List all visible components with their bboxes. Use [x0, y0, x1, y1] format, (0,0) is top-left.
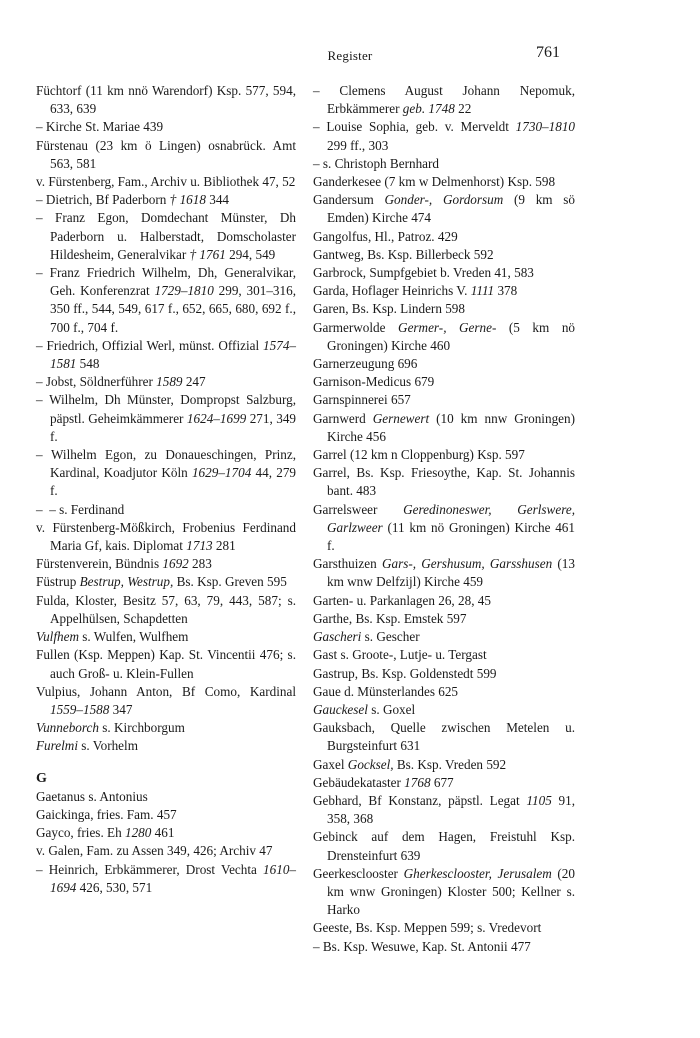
italic-text: geb. 1748 [402, 101, 455, 117]
entry-text: v. Fürstenberg, Fam., Archiv u. Bibliothek 47, 52 [36, 174, 296, 190]
italic-text: † 1761 [189, 246, 226, 262]
entry-text: Fulda, Kloster, Besitz 57, 63, 79, 443, 587; s. Appelhülsen, Schapdetten [36, 592, 296, 626]
italic-text: Gars-, Gershusum, Garsshusen [381, 556, 553, 572]
index-subentry [36, 209, 296, 264]
index-entry [313, 246, 575, 264]
index-entry [313, 919, 575, 937]
entry-text: Garten- u. Parkanlagen 26, 28, 45 [313, 592, 491, 608]
index-subentry [36, 446, 296, 501]
index-subentry [36, 118, 296, 136]
entry-text: Vulpius, Johann Anton, Bf Como, Kardinal [36, 683, 296, 699]
index-entry [313, 282, 575, 300]
entry-text: Garmerwolde [313, 319, 399, 335]
index-entry [36, 824, 296, 842]
index-subentry [313, 155, 575, 173]
entry-text: Bs. Ksp. Greven 595 [173, 574, 287, 590]
index-subentry [36, 337, 296, 373]
entry-text: (20 km wnw Groningen) Kloster 500; Kellner s. Harko [327, 865, 575, 918]
index-entry [313, 319, 575, 355]
italic-text: 1692 [162, 556, 189, 572]
index-entry [36, 646, 296, 682]
index-entry [313, 300, 575, 318]
italic-text: Gauckesel [313, 701, 368, 717]
entry-text: Gaue d. Münsterlandes 625 [313, 683, 459, 699]
entry-text: Garnwerd [313, 410, 373, 426]
index-subentry [313, 118, 575, 154]
index-entry [36, 173, 296, 191]
italic-text: Furelmi [36, 738, 78, 754]
entry-text: Garnison-Medicus 679 [313, 374, 435, 390]
entry-text: Garrelsweer [313, 501, 404, 517]
section-letter [36, 770, 296, 788]
index-entry [313, 501, 575, 556]
entry-text: Gebinck auf dem Hagen, Freistuhl Ksp. Drensteinfurt 639 [313, 829, 575, 863]
entry-text: Wilhelm, Dh Münster, Dompropst Salzburg, päpstl. Geheimkämmerer [49, 392, 297, 426]
italic-text: 1559–1588 [50, 701, 110, 717]
entry-text: Gastrup, Bs. Ksp. Goldenstedt 599 [313, 665, 497, 681]
index-entry [313, 701, 575, 719]
index-entry [36, 628, 296, 646]
italic-text: 1730–1810 [515, 119, 575, 135]
italic-text: Bestrup, Westrup, [79, 574, 174, 590]
index-entry [36, 137, 296, 173]
entry-text: Louise Sophia, geb. v. Merveldt [326, 119, 516, 135]
entry-text: Garbrock, Sumpfgebiet b. Vreden 41, 583 [313, 265, 534, 281]
index-entry [313, 828, 575, 864]
entry-text: Franz Egon, Domdechant Münster, Dh Paderborn u. Halberstadt, Domscholaster Hildesheim, Generalvikar [50, 210, 296, 262]
entry-text: Geeste, Bs. Ksp. Meppen 599; s. Vredevort [313, 920, 542, 936]
entry-text: 294, 549 [225, 246, 276, 262]
italic-text: Vunneborch [36, 720, 99, 736]
index-entry [313, 592, 575, 610]
entry-text: Geerkesclooster [313, 865, 404, 881]
entry-text: Garrel (12 km n Cloppenburg) Ksp. 597 [313, 447, 525, 463]
italic-text: 1280 [124, 825, 152, 841]
entry-text: s. Vorhelm [78, 738, 138, 754]
index-entry [36, 719, 296, 737]
entry-text: (9 km sö Emden) Kirche 474 [327, 192, 575, 226]
index-subentry [36, 373, 296, 391]
entry-text: 22 [454, 101, 472, 117]
index-entry [313, 610, 575, 628]
entry-text: s. Ferdinand [59, 501, 125, 517]
index-entry [313, 756, 575, 774]
index-subentry [36, 264, 296, 337]
index-entry [36, 592, 296, 628]
entry-text: v. Fürstenberg-Mößkirch, Frobenius Ferdinand Maria Gf, kais. Diplomat [36, 519, 296, 554]
entry-text: Gaxel [313, 756, 348, 772]
index-entry [313, 628, 575, 646]
entry-text: Gandersum [313, 192, 385, 208]
index-entry [313, 555, 575, 591]
index-entry [36, 519, 296, 555]
entry-text: Heinrich, Erbkämmerer, Drost Vechta [48, 861, 264, 877]
italic-text: 1610–1694 [50, 861, 297, 895]
entry-text: (5 km nö Groningen) Kirche 460 [327, 319, 576, 353]
entry-text: Gebhard, Bf Konstanz, päpstl. Legat [313, 792, 527, 808]
running-header: Register [327, 48, 373, 63]
italic-text: Gocksel, [347, 756, 394, 772]
index-entry [36, 573, 296, 591]
italic-text: Gascheri [313, 629, 362, 645]
italic-text: 1768 [404, 774, 431, 790]
entry-text: (10 km nnw Groningen) Kirche 456 [327, 410, 575, 444]
entry-text: Gantweg, Bs. Ksp. Billerbeck 592 [313, 246, 494, 262]
entry-text: Gaetanus s. Antonius [36, 788, 148, 804]
entry-text: 299 ff., 303 [327, 137, 389, 153]
entry-text: Franz Friedrich Wilhelm, Dh, Generalvikar, Geh. Konferenzrat [49, 265, 296, 299]
index-subentry [36, 391, 296, 446]
entry-text: Garrel, Bs. Ksp. Friesoythe, Kap. St. Johannis bant. 483 [313, 465, 575, 499]
entry-text: s. Wulfen, Wulfhem [78, 629, 189, 645]
index-entry [313, 391, 575, 409]
entry-text: 347 [109, 701, 133, 717]
entry-text: Gast s. Groote-, Lutje- u. Tergast [313, 647, 487, 663]
index-entry [313, 410, 575, 446]
entry-text: Gauksbach, Quelle zwischen Metelen u. Burgsteinfurt 631 [313, 720, 575, 754]
index-entry [313, 446, 575, 464]
italic-text: Gonder-, Gordorsum [384, 192, 504, 208]
index-entry [313, 373, 575, 391]
entry-text: 378 [494, 283, 518, 299]
index-subentry [36, 861, 296, 897]
entry-text: 283 [188, 556, 212, 572]
entry-text: Füstrup [36, 574, 80, 590]
italic-text: Gernewert [372, 410, 430, 426]
entry-text: Ganderkesee (7 km w Delmenhorst) Ksp. 598 [313, 174, 556, 190]
entry-text: Clemens August Johann Nepomuk, Erbkämmerer [327, 83, 575, 117]
entry-text: s. Christoph Bernhard [322, 155, 440, 171]
entry-text: 426, 530, 571 [76, 879, 153, 895]
entry-text: Garsthuizen [313, 556, 382, 572]
italic-text: 1624–1699 [186, 410, 247, 426]
entry-text: (13 km wnw Delfzijl) Kirche 459 [327, 556, 575, 590]
index-subentry [36, 191, 296, 209]
entry-text: 344 [205, 192, 230, 208]
entry-text: s. Goxel [367, 701, 416, 717]
entry-text: Gaickinga, fries. Fam. 457 [36, 806, 177, 822]
entry-text: Garda, Hoflager Heinrichs V. [313, 283, 471, 299]
index-subentry [313, 938, 575, 956]
entry-text: Fürstenau (23 km ö Lingen) osnabrück. Amt 563, 581 [36, 137, 296, 171]
entry-text: v. Galen, Fam. zu Assen 349, 426; Archiv 47 [36, 843, 273, 859]
italic-text: 1729–1810 [154, 283, 214, 299]
index-entry [36, 737, 296, 755]
entry-text: Wilhelm Egon, zu Donaueschingen, Prinz, Kardinal, Koadjutor Köln [50, 447, 297, 481]
index-entry [36, 683, 296, 719]
entry-text: (11 km nö Groningen) Kirche 461 f. [327, 519, 575, 554]
index-entry [36, 788, 296, 806]
index-entry [313, 665, 575, 683]
italic-text: 1589 [156, 374, 183, 390]
index-entry [313, 173, 575, 191]
index-entry [313, 191, 575, 227]
entry-text: G [36, 770, 47, 786]
entry-text: Gayco, fries. Eh [36, 825, 125, 841]
entry-text: Dietrich, Bf Paderborn [45, 192, 170, 208]
index-subentry [313, 82, 575, 118]
index-entry [313, 228, 575, 246]
italic-text: 1111 [470, 283, 495, 299]
index-entry [313, 792, 575, 828]
entry-text: 247 [182, 374, 206, 390]
italic-text: Geredinoneswer, Gerlswere, Garlzweer [327, 501, 576, 535]
entry-text: 461 [151, 825, 175, 841]
entry-text: Friedrich, Offizial Werl, münst. Offizial [46, 337, 264, 353]
italic-text: 1105 [526, 792, 552, 808]
index-entry [36, 806, 296, 824]
index-entry [313, 719, 575, 755]
entry-text: 677 [430, 774, 454, 790]
index-entry [313, 646, 575, 664]
index-entry [313, 865, 575, 920]
entry-text: Garnerzeugung 696 [313, 356, 418, 372]
entry-text: Fürstenverein, Bündnis [36, 556, 163, 572]
entry-text: Bs. Ksp. Vreden 592 [393, 756, 507, 772]
index-entry [313, 683, 575, 701]
italic-text: † 1618 [169, 192, 206, 208]
index-column-right [313, 82, 575, 956]
entry-text: Jobst, Söldnerführer [45, 374, 157, 390]
entry-text: Füchtorf (11 km nnö Warendorf) Ksp. 577, 594, 633, 639 [36, 83, 296, 117]
entry-text: 271, 349 f. [50, 410, 297, 444]
italic-text: Gherkesclooster, Jerusalem [403, 865, 552, 881]
entry-text: Garen, Bs. Ksp. Lindern 598 [313, 301, 465, 317]
entry-text: 44, 279 f. [50, 465, 297, 499]
entry-text: Garthe, Bs. Ksp. Emstek 597 [313, 610, 467, 626]
italic-text: 1574–1581 [50, 337, 296, 372]
index-entry [313, 464, 575, 500]
entry-text: 91, 358, 368 [327, 792, 575, 827]
index-entry [36, 842, 296, 860]
entry-text: s. Kirchborgum [99, 720, 185, 736]
italic-text: 1629–1704 [191, 465, 252, 481]
entry-text: Gebäudekataster [313, 774, 405, 790]
entry-text: Kirche St. Mariae 439 [45, 119, 164, 135]
entry-text: 281 [212, 538, 236, 554]
index-column-left [36, 82, 296, 897]
italic-text: 1713 [186, 538, 213, 554]
entry-text: Bs. Ksp. Wesuwe, Kap. St. Antonii 477 [322, 938, 531, 954]
index-entry [313, 355, 575, 373]
entry-text: 299, 301–316, 350 ff., 544, 549, 617 f., 652, 665, 680, 692 f., 700 f., 704 f. [50, 283, 297, 335]
italic-text: Germer-, Gerne- [398, 319, 497, 335]
entry-text: Fullen (Ksp. Meppen) Kap. St. Vincentii 476; s. auch Groß- u. Klein-Fullen [36, 647, 296, 681]
entry-text: Gangolfus, Hl., Patroz. 429 [313, 228, 458, 244]
entry-text: Garnspinnerei 657 [313, 392, 411, 408]
index-entry [313, 264, 575, 282]
italic-text: Vulfhem [36, 629, 79, 645]
entry-text: 548 [76, 356, 100, 372]
index-entry [36, 82, 296, 118]
index-entry [36, 555, 296, 573]
index-subentry [36, 501, 296, 519]
index-entry [313, 774, 575, 792]
page-number: 761 [536, 44, 560, 61]
entry-text: s. Gescher [361, 629, 420, 645]
